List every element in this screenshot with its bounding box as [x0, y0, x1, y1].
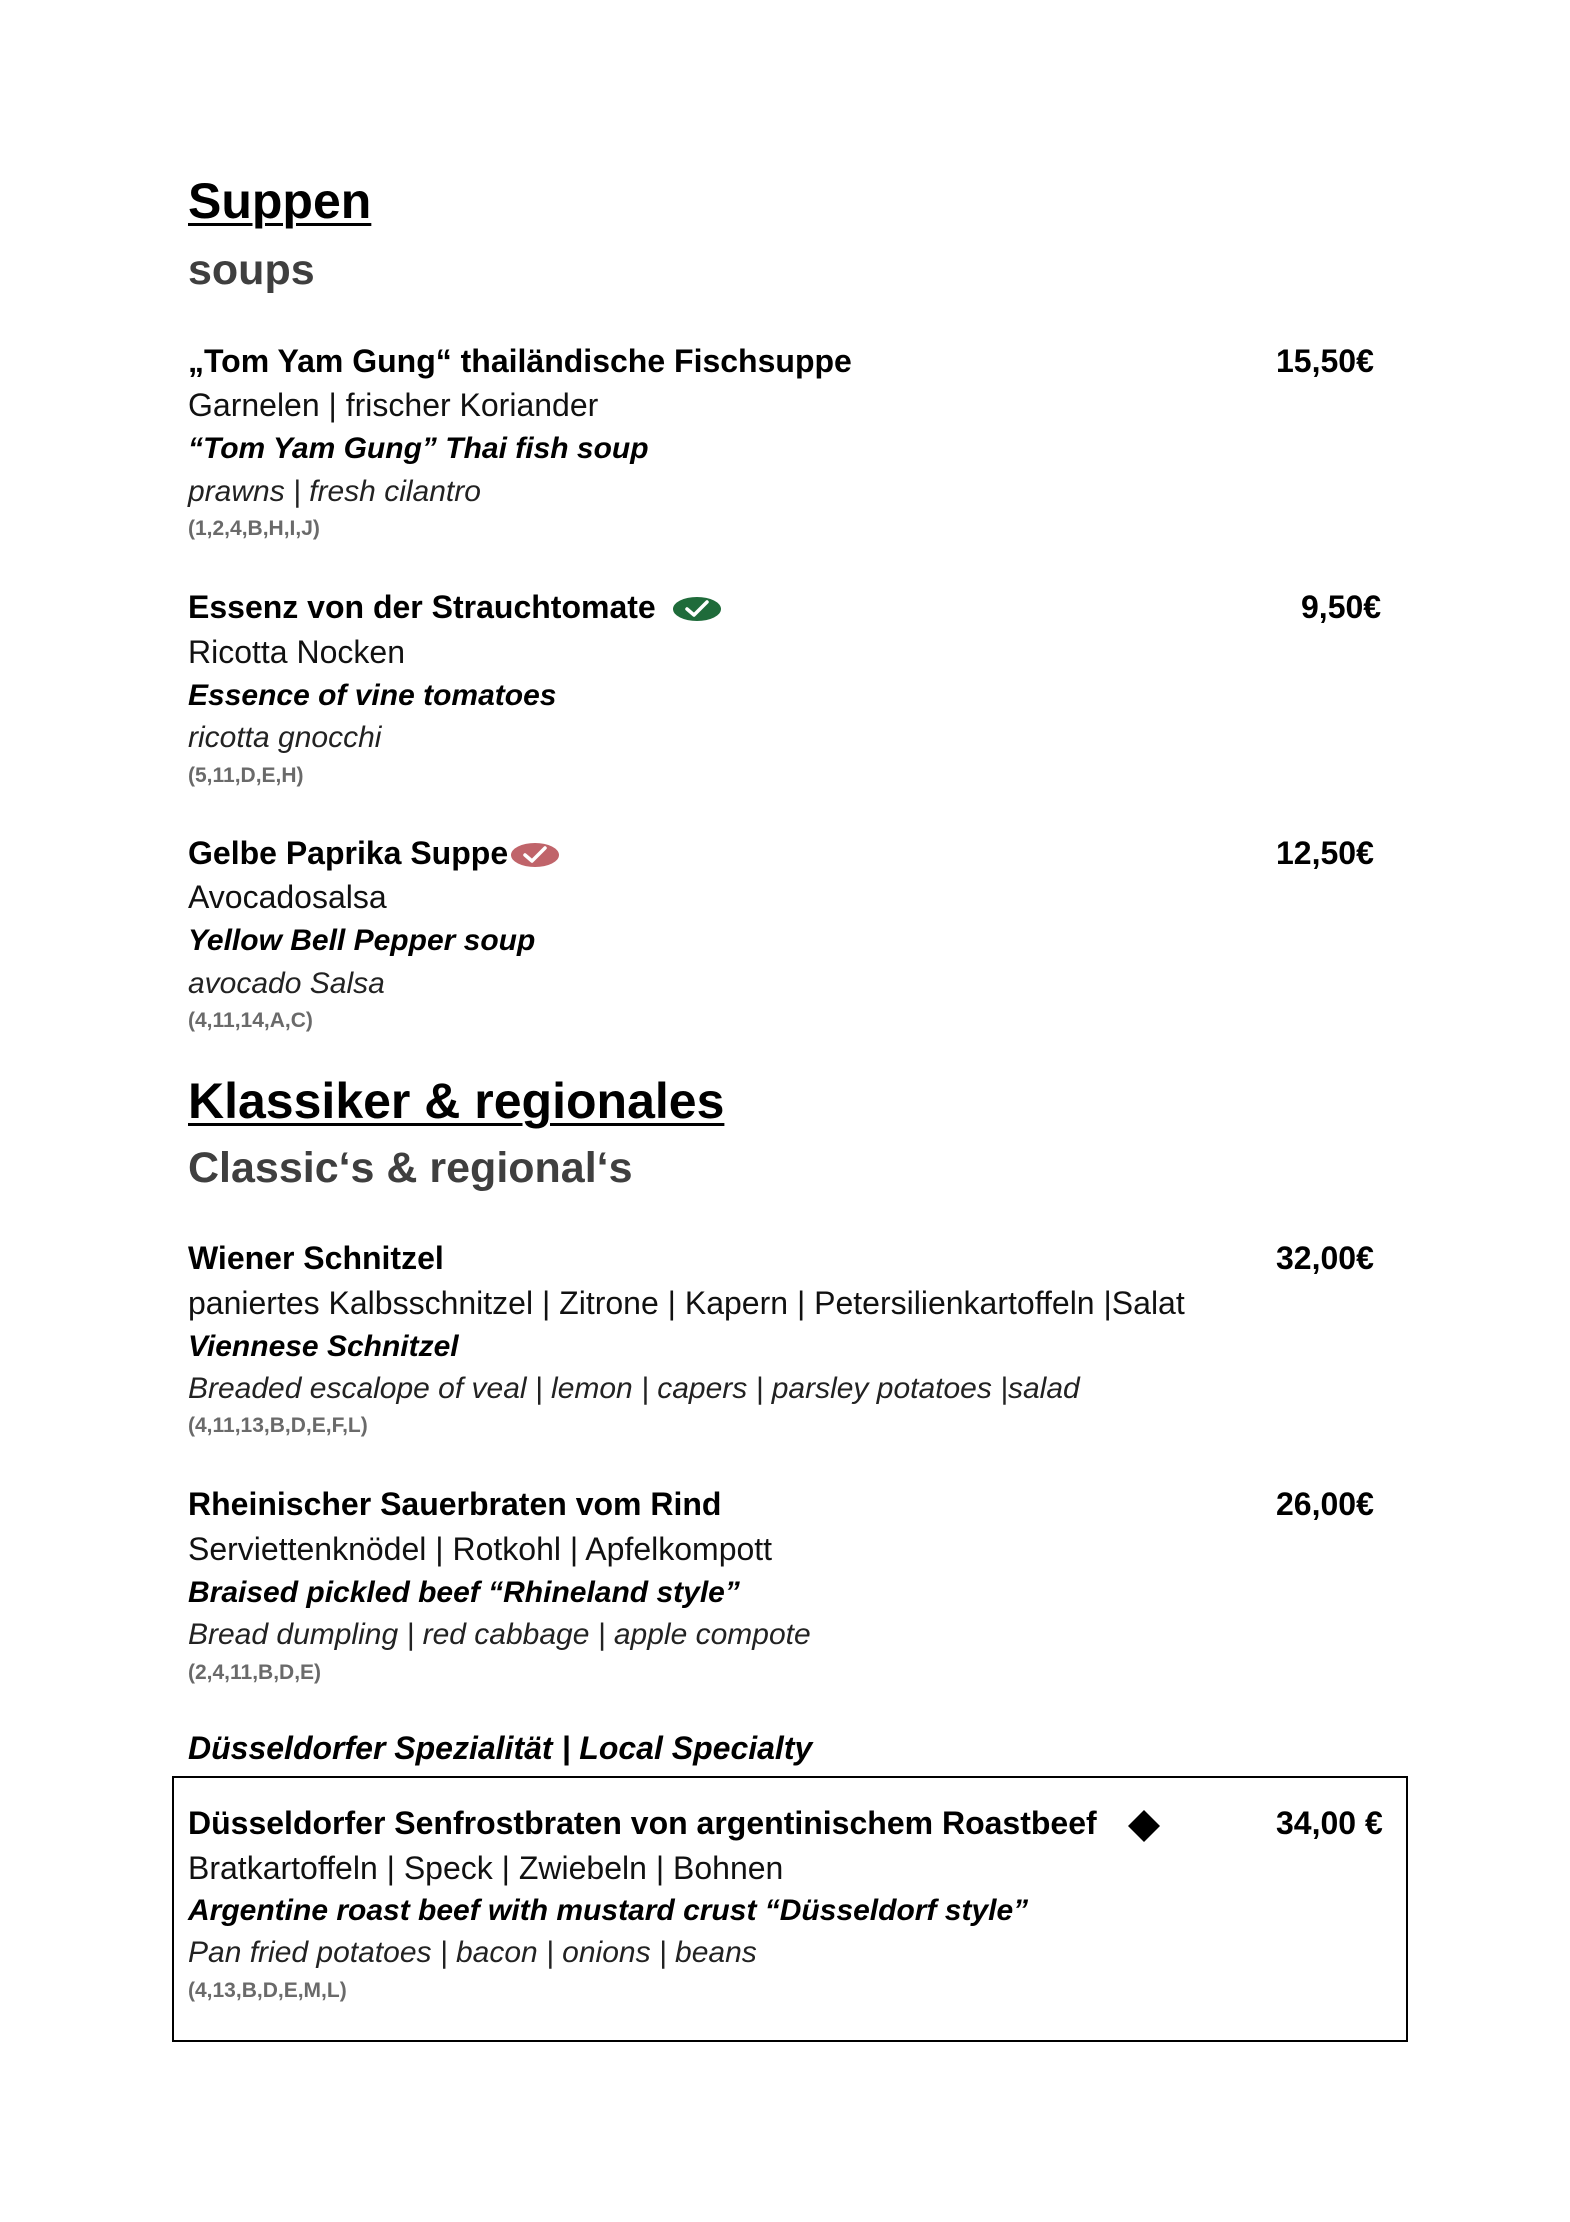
dish-name-english: Braised pickled beef “Rhineland style” [188, 1576, 740, 1609]
vegan-check-icon [510, 842, 560, 868]
allergen-codes: (4,13,B,D,E,M,L) [188, 1979, 347, 2002]
dish-price: 15,50€ [1276, 343, 1374, 379]
classics-subtitle: Classic‘s & regional‘s [188, 1144, 633, 1192]
dish-name: „Tom Yam Gung“ thailändische Fischsuppe [188, 343, 852, 379]
soups-subtitle: soups [188, 246, 315, 294]
dish-description-english: Bread dumpling | red cabbage | apple compote [188, 1618, 811, 1651]
dish-name-english: Viennese Schnitzel [188, 1330, 459, 1363]
dish-description: Serviettenknödel | Rotkohl | Apfelkompott [188, 1531, 773, 1567]
dish-name: Rheinischer Sauerbraten vom Rind [188, 1486, 722, 1522]
dish-description-english: Pan fried potatoes | bacon | onions | beans [188, 1936, 757, 1969]
dish-name-english: “Tom Yam Gung” Thai fish soup [188, 432, 649, 465]
dish-name: Düsseldorfer Senfrostbraten von argentinischem Roastbeef [188, 1805, 1097, 1841]
vegetarian-check-icon [672, 596, 722, 622]
classics-title: Klassiker & regionales [188, 1073, 725, 1129]
diamond-icon [1126, 1808, 1162, 1844]
dish-name-english: Argentine roast beef with mustard crust “Düsseldorf style” [188, 1894, 1029, 1927]
dish-description: Avocadosalsa [188, 879, 387, 915]
allergen-codes: (2,4,11,B,D,E) [188, 1661, 322, 1684]
specialty-heading: Düsseldorfer Spezialität | Local Specialty [188, 1730, 813, 1766]
allergen-codes: (4,11,13,B,D,E,F,L) [188, 1414, 368, 1437]
dish-description-english: Breaded escalope of veal | lemon | capers | parsley potatoes |salad [188, 1372, 1080, 1405]
dish-price: 26,00€ [1276, 1486, 1374, 1522]
dish-price: 34,00 € [1276, 1805, 1383, 1841]
dish-description-english: ricotta gnocchi [188, 721, 382, 754]
allergen-codes: (4,11,14,A,C) [188, 1009, 313, 1032]
allergen-codes: (1,2,4,B,H,I,J) [188, 517, 320, 540]
dish-description: paniertes Kalbsschnitzel | Zitrone | Kapern | Petersilienkartoffeln |Salat [188, 1285, 1185, 1321]
dish-price: 12,50€ [1276, 835, 1374, 871]
dish-name-english: Yellow Bell Pepper soup [188, 924, 536, 957]
dish-price: 32,00€ [1276, 1240, 1374, 1276]
dish-name: Gelbe Paprika Suppe [188, 835, 509, 871]
dish-description-english: prawns | fresh cilantro [188, 475, 481, 508]
dish-name-english: Essence of vine tomatoes [188, 679, 557, 712]
soups-title: Suppen [188, 173, 372, 229]
dish-name: Essenz von der Strauchtomate [188, 589, 656, 625]
dish-description: Ricotta Nocken [188, 634, 405, 670]
dish-description: Garnelen | frischer Koriander [188, 387, 599, 423]
dish-name: Wiener Schnitzel [188, 1240, 444, 1276]
dish-description: Bratkartoffeln | Speck | Zwiebeln | Bohnen [188, 1850, 784, 1886]
dish-price: 9,50€ [1301, 589, 1382, 625]
dish-description-english: avocado Salsa [188, 967, 385, 1000]
allergen-codes: (5,11,D,E,H) [188, 764, 304, 787]
